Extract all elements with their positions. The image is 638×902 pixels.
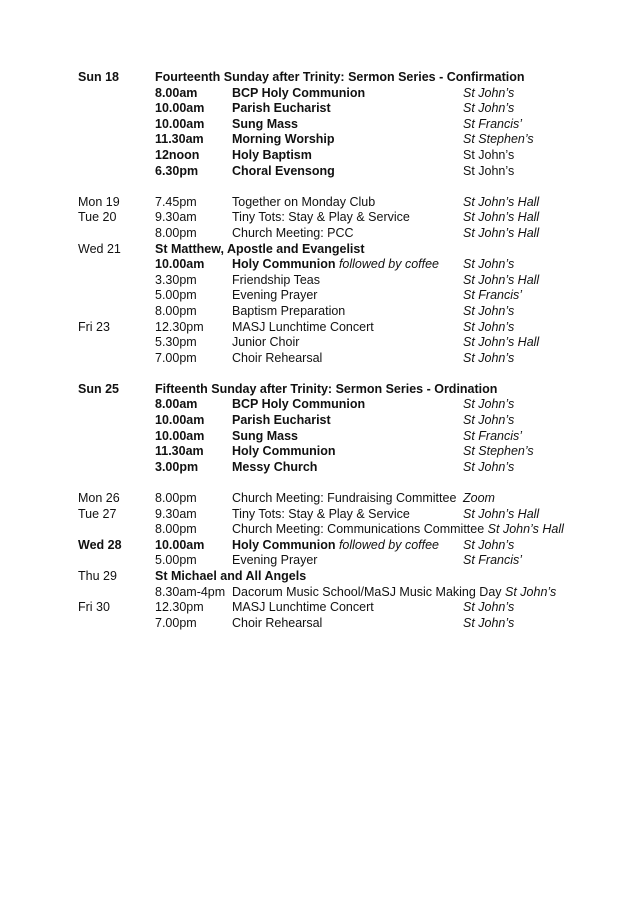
service-title-text: Messy Church xyxy=(232,459,318,474)
service-venue: St John’s xyxy=(463,147,515,162)
service-title-text: Friendship Teas xyxy=(232,272,321,287)
schedule-row xyxy=(0,132,638,148)
service-title-text: Holy Communion xyxy=(232,537,336,552)
service-venue: St John’s xyxy=(463,350,515,365)
service-time: 10.00am xyxy=(155,257,205,272)
service-time: 11.30am xyxy=(155,132,204,147)
service-venue: St Francis’ xyxy=(463,428,523,443)
day-heading-row xyxy=(0,569,638,585)
schedule-row xyxy=(0,257,638,273)
schedule-row xyxy=(0,397,638,413)
service-title xyxy=(232,195,375,211)
schedule-row xyxy=(0,444,638,460)
schedule-row xyxy=(0,522,638,538)
service-venue: St John’s xyxy=(463,537,515,552)
service-title xyxy=(232,585,556,601)
service-time: 12noon xyxy=(155,147,200,162)
service-venue: St Francis’ xyxy=(463,116,523,131)
schedule-row xyxy=(0,86,638,102)
service-venue: St Stephen’s xyxy=(463,444,534,459)
service-title-text: Junior Choir xyxy=(232,335,300,350)
schedule-row xyxy=(0,117,638,133)
service-venue: St John’s Hall xyxy=(487,522,564,537)
service-title-text: Tiny Tots: Stay & Play & Service xyxy=(232,210,410,225)
schedule-row xyxy=(0,210,638,226)
feast-heading: Fourteenth Sunday after Trinity: Sermon Series - Confirmation xyxy=(155,70,525,84)
service-title xyxy=(232,507,410,523)
service-title xyxy=(232,164,335,180)
service-title xyxy=(232,429,298,445)
service-venue: St John’s xyxy=(463,163,515,178)
service-venue: St John’s xyxy=(463,85,515,100)
service-title-text: Baptism Preparation xyxy=(232,303,346,318)
service-venue: St John’s xyxy=(463,101,515,116)
day-label: Thu 29 xyxy=(78,569,117,583)
service-title-text: Church Meeting: Fundraising Committee xyxy=(232,491,457,506)
service-venue: St John’s xyxy=(463,257,515,272)
service-venue: St John’s xyxy=(505,584,557,599)
schedule-row xyxy=(0,507,638,523)
service-time: 9.30am xyxy=(155,506,197,521)
service-venue: St John’s xyxy=(463,615,515,630)
service-title xyxy=(232,351,322,367)
service-title-text: Evening Prayer xyxy=(232,288,318,303)
day-label: Sun 18 xyxy=(78,70,119,84)
service-title xyxy=(232,288,317,304)
schedule-row xyxy=(0,320,638,336)
service-title-text: Church Meeting: PCC xyxy=(232,225,354,240)
service-time: 7.45pm xyxy=(155,194,197,209)
service-title-text: Tiny Tots: Stay & Play & Service xyxy=(232,506,410,521)
day-label: Wed 21 xyxy=(78,241,121,256)
service-time: 5.00pm xyxy=(155,553,197,568)
schedule-row xyxy=(0,101,638,117)
service-time: 11.30am xyxy=(155,444,204,459)
service-title-text: Dacorum Music School/MaSJ Music Making Day xyxy=(232,584,502,599)
service-time: 9.30am xyxy=(155,210,197,225)
service-title-text: Choir Rehearsal xyxy=(232,615,323,630)
schedule-row xyxy=(0,413,638,429)
service-title-text: Holy Baptism xyxy=(232,147,312,162)
service-time: 7.00pm xyxy=(155,350,197,365)
service-title-text: MASJ Lunchtime Concert xyxy=(232,319,374,334)
service-title-text: MASJ Lunchtime Concert xyxy=(232,600,374,615)
service-note: followed by coffee xyxy=(335,257,440,272)
service-title xyxy=(232,257,439,273)
service-time: 8.00pm xyxy=(155,303,197,318)
schedule-row xyxy=(0,460,638,476)
service-time: 5.00pm xyxy=(155,288,197,303)
service-time: 8.00pm xyxy=(155,225,197,240)
service-note: followed by coffee xyxy=(335,537,440,552)
service-venue: St John’s Hall xyxy=(463,506,540,521)
service-title xyxy=(232,320,374,336)
service-time: 7.00pm xyxy=(155,615,197,630)
schedule-row xyxy=(0,195,638,211)
service-time: 10.00am xyxy=(155,413,205,428)
schedule-row xyxy=(0,288,638,304)
service-venue: Zoom xyxy=(463,491,495,506)
service-title xyxy=(232,226,354,242)
service-title xyxy=(232,210,410,226)
day-label: Wed 28 xyxy=(78,537,122,552)
service-title-text: Evening Prayer xyxy=(232,553,318,568)
service-title xyxy=(232,616,322,632)
service-venue: St John’s Hall xyxy=(463,335,540,350)
service-time: 10.00am xyxy=(155,101,205,116)
service-title-text: Parish Eucharist xyxy=(232,413,331,428)
service-title xyxy=(232,491,456,507)
service-title-text: Church Meeting: Communications Committee xyxy=(232,522,485,537)
schedule-row xyxy=(0,491,638,507)
service-venue: St Francis’ xyxy=(463,553,523,568)
day-heading-row xyxy=(0,382,638,398)
service-time: 3.30pm xyxy=(155,272,197,287)
service-venue: St John’s xyxy=(463,600,515,615)
service-title-text: Sung Mass xyxy=(232,428,298,443)
service-venue: St John’s Hall xyxy=(463,210,540,225)
service-title xyxy=(232,117,298,133)
service-time: 5.30pm xyxy=(155,335,197,350)
service-title xyxy=(232,522,564,538)
day-label: Fri 30 xyxy=(78,600,110,615)
day-heading-row xyxy=(0,242,638,258)
schedule-row xyxy=(0,335,638,351)
service-title xyxy=(232,86,365,102)
schedule-row xyxy=(0,585,638,601)
schedule-row xyxy=(0,273,638,289)
service-title-text: Together on Monday Club xyxy=(232,194,376,209)
service-venue: St John’s Hall xyxy=(463,225,540,240)
service-venue: St John’s Hall xyxy=(463,194,540,209)
schedule-row xyxy=(0,164,638,180)
schedule-row xyxy=(0,148,638,164)
service-venue: St John’s Hall xyxy=(463,272,540,287)
service-time: 3.00pm xyxy=(155,459,199,474)
service-title-text: Parish Eucharist xyxy=(232,101,331,116)
service-time: 8.30am-4pm xyxy=(155,584,226,599)
service-title xyxy=(232,413,331,429)
service-title-text: Choir Rehearsal xyxy=(232,350,323,365)
service-title xyxy=(232,600,374,616)
service-title xyxy=(232,444,335,460)
service-title xyxy=(232,273,320,289)
service-title-text: Choral Evensong xyxy=(232,163,335,178)
day-label: Tue 20 xyxy=(78,210,117,225)
service-time: 10.00am xyxy=(155,428,205,443)
service-time: 10.00am xyxy=(155,116,205,131)
service-venue: St Stephen’s xyxy=(463,132,534,147)
day-label: Sun 25 xyxy=(78,381,119,396)
schedule-row xyxy=(0,351,638,367)
service-title xyxy=(232,538,439,554)
schedule-row xyxy=(0,538,638,554)
schedule-row xyxy=(0,304,638,320)
schedule-row xyxy=(0,429,638,445)
service-venue: St John’s xyxy=(463,319,515,334)
service-time: 8.00am xyxy=(155,397,198,412)
service-title-text: Holy Communion xyxy=(232,444,336,459)
service-time: 6.30pm xyxy=(155,163,199,178)
service-venue: St John’s xyxy=(463,459,515,474)
service-time: 12.30pm xyxy=(155,319,204,334)
service-venue: St John’s xyxy=(463,303,515,318)
schedule-row xyxy=(0,226,638,242)
feast-heading: St Michael and All Angels xyxy=(155,569,307,583)
spacer-row xyxy=(0,179,638,195)
day-label: Mon 19 xyxy=(78,194,120,209)
service-title-text: BCP Holy Communion xyxy=(232,397,366,412)
spacer-row xyxy=(0,475,638,491)
service-venue: St John’s xyxy=(463,413,515,428)
feast-heading: St Matthew, Apostle and Evangelist xyxy=(155,241,365,256)
service-title-text: Sung Mass xyxy=(232,116,298,131)
service-title xyxy=(232,304,345,320)
service-venue: St John’s xyxy=(463,397,515,412)
feast-heading: Fifteenth Sunday after Trinity: Sermon Series - Ordination xyxy=(155,381,498,396)
day-label: Mon 26 xyxy=(78,491,120,506)
service-title-text: BCP Holy Communion xyxy=(232,85,366,100)
service-title xyxy=(232,553,317,569)
service-schedule xyxy=(0,70,638,631)
service-venue: St Francis’ xyxy=(463,288,523,303)
schedule-row xyxy=(0,600,638,616)
spacer-row xyxy=(0,366,638,382)
schedule-row xyxy=(0,553,638,569)
service-time: 10.00am xyxy=(155,537,205,552)
service-time: 12.30pm xyxy=(155,600,204,615)
day-label: Fri 23 xyxy=(78,319,110,334)
service-title-text: Holy Communion xyxy=(232,257,336,272)
service-title-text: Morning Worship xyxy=(232,132,335,147)
day-label: Tue 27 xyxy=(78,506,117,521)
schedule-row xyxy=(0,616,638,632)
service-time: 8.00pm xyxy=(155,522,197,537)
service-title xyxy=(232,397,365,413)
day-heading-row xyxy=(0,70,638,86)
service-title xyxy=(232,460,317,476)
service-title xyxy=(232,148,312,164)
service-time: 8.00pm xyxy=(155,491,197,506)
service-title xyxy=(232,132,335,148)
service-time: 8.00am xyxy=(155,85,198,100)
service-title xyxy=(232,101,331,117)
service-title xyxy=(232,335,299,351)
